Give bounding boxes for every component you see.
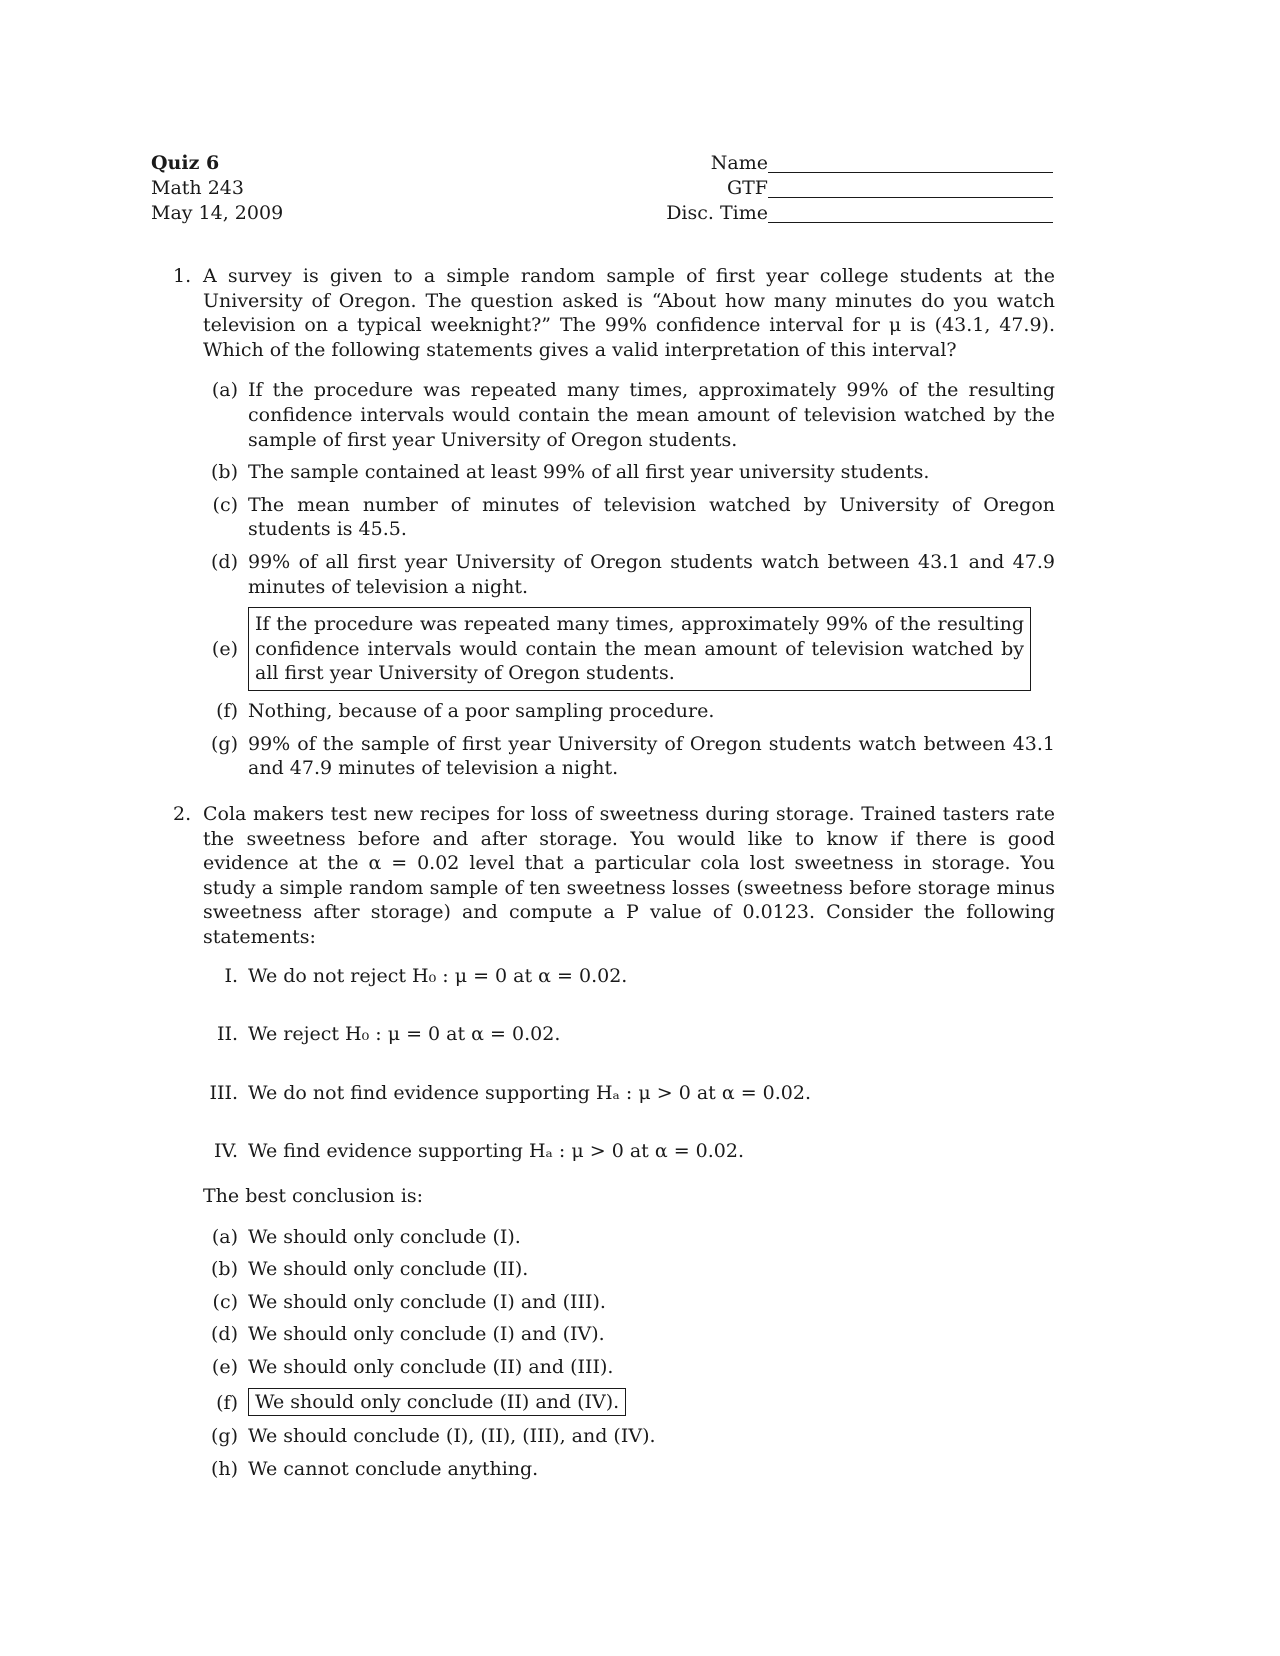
- name-blank[interactable]: [768, 154, 1053, 173]
- question-number: 1.: [173, 265, 192, 287]
- option-label: (a): [211, 379, 238, 402]
- option-text: Nothing, because of a poor sampling procedure.: [248, 699, 715, 722]
- disc-time-field[interactable]: [640, 201, 1053, 226]
- option-label: (g): [211, 732, 238, 755]
- option-text: 99% of the sample of first year University of Oregon students watch between 43.1 and 47.9 minutes of television a night.: [248, 732, 1055, 780]
- option-label: (f): [216, 699, 238, 722]
- statement-text: We find evidence supporting Hₐ : μ > 0 at α = 0.02.: [248, 1140, 745, 1163]
- answer-box: [248, 1388, 626, 1417]
- question-number: 2.: [173, 803, 192, 825]
- option-text: We should conclude (I), (II), (III), and (IV).: [248, 1425, 656, 1448]
- option-text: We should only conclude (I) and (IV).: [248, 1323, 605, 1346]
- quiz-header: [151, 151, 283, 226]
- question-text: Cola makers test new recipes for loss of sweetness during storage. Trained tasters rate the sweetness before and after storage. You would like to know if there is good evidence at the α = 0.02 level that a particular cola lost sweetness in storage. You study a simple random sample of ten sweetness losses (sweetness before storage minus sweetness after storage) and compute a P value of 0.0123. Consider the following statements:: [203, 803, 1055, 948]
- option-a[interactable]: [203, 1225, 1055, 1250]
- statement-label: I.: [224, 964, 238, 987]
- option-b[interactable]: [203, 460, 1055, 485]
- option-c[interactable]: [203, 493, 1055, 542]
- student-info-fields: [640, 151, 1053, 226]
- option-text: We cannot conclude anything.: [248, 1457, 539, 1480]
- option-text: If the procedure was repeated many times, approximately 99% of the resulting confidence intervals would contain the mean amount of television watched by all first year University of Oregon students.: [255, 613, 1024, 685]
- option-label: (d): [211, 550, 238, 573]
- quiz-title: Quiz 6: [151, 152, 220, 174]
- statement-text: We do not reject H₀ : μ = 0 at α = 0.02.: [248, 964, 628, 987]
- statement-iv: [203, 1139, 1055, 1164]
- option-label: (b): [211, 461, 238, 484]
- gtf-field[interactable]: [640, 176, 1053, 201]
- quiz-date: May 14, 2009: [151, 202, 284, 224]
- option-h[interactable]: [203, 1457, 1055, 1482]
- name-label: Name: [710, 152, 768, 174]
- option-label: (c): [212, 493, 238, 516]
- option-e-selected[interactable]: [203, 607, 1055, 691]
- option-label: (c): [212, 1290, 238, 1313]
- option-label: (e): [211, 1355, 238, 1378]
- gtf-blank[interactable]: [768, 179, 1053, 198]
- option-text: The sample contained at least 99% of all first year university students.: [248, 461, 930, 484]
- option-d[interactable]: [203, 1322, 1055, 1347]
- option-f[interactable]: [203, 699, 1055, 724]
- option-text: 99% of all first year University of Oregon students watch between 43.1 and 47.9 minutes of television a night.: [248, 550, 1055, 598]
- question-1: [173, 264, 1055, 789]
- disc-time-label: Disc. Time: [666, 202, 768, 224]
- option-d[interactable]: [203, 550, 1055, 599]
- course-name: Math 243: [151, 177, 244, 199]
- option-label: (f): [216, 1391, 238, 1414]
- option-label: (b): [211, 1258, 238, 1281]
- statement-ii: [203, 1022, 1055, 1047]
- option-g[interactable]: [203, 1424, 1055, 1449]
- option-text: We should only conclude (I).: [248, 1225, 521, 1248]
- question-2-options: [203, 1225, 1055, 1482]
- option-text: We should only conclude (II) and (IV).: [255, 1390, 620, 1413]
- answer-box: [248, 607, 1031, 691]
- option-label: (d): [211, 1323, 238, 1346]
- statement-label: III.: [209, 1081, 238, 1104]
- name-field[interactable]: [640, 151, 1053, 176]
- option-text: If the procedure was repeated many times, approximately 99% of the resulting confidence intervals would contain the mean amount of television watched by the sample of first year University of Oregon students.: [248, 379, 1055, 451]
- option-text: The mean number of minutes of television watched by University of Oregon students is 45.5.: [248, 493, 1055, 541]
- question-text: A survey is given to a simple random sample of first year college students at the University of Oregon. The question asked is “About how many minutes do you watch television on a typical weeknight?” The 99% confidence interval for μ is (43.1, 47.9). Which of the following statements gives a valid interpretation of this interval?: [203, 265, 1055, 361]
- statement-text: We reject H₀ : μ = 0 at α = 0.02.: [248, 1023, 561, 1046]
- option-text: We should only conclude (II) and (III).: [248, 1355, 614, 1378]
- disc-time-blank[interactable]: [768, 204, 1053, 223]
- option-label: (g): [211, 1425, 238, 1448]
- option-a[interactable]: [203, 378, 1055, 452]
- option-text: We should only conclude (I) and (III).: [248, 1290, 606, 1313]
- option-text: We should only conclude (II).: [248, 1258, 529, 1281]
- option-label: (a): [211, 1225, 238, 1248]
- question-2: [173, 802, 1055, 1489]
- option-b[interactable]: [203, 1257, 1055, 1282]
- option-e[interactable]: [203, 1355, 1055, 1380]
- option-label: (h): [210, 1457, 238, 1480]
- option-label: (e): [211, 638, 238, 661]
- statement-label: IV.: [214, 1140, 238, 1163]
- statement-label: II.: [216, 1023, 238, 1046]
- conclusion-prompt: The best conclusion is:: [203, 1184, 424, 1207]
- statements-list: [203, 964, 1055, 1164]
- option-f-selected[interactable]: [203, 1388, 1055, 1417]
- statement-text: We do not find evidence supporting Hₐ : μ > 0 at α = 0.02.: [248, 1081, 812, 1104]
- gtf-label: GTF: [726, 177, 768, 199]
- option-c[interactable]: [203, 1290, 1055, 1315]
- statement-i: [203, 964, 1055, 989]
- statement-iii: [203, 1081, 1055, 1106]
- option-g[interactable]: [203, 732, 1055, 781]
- question-1-options: [203, 378, 1055, 780]
